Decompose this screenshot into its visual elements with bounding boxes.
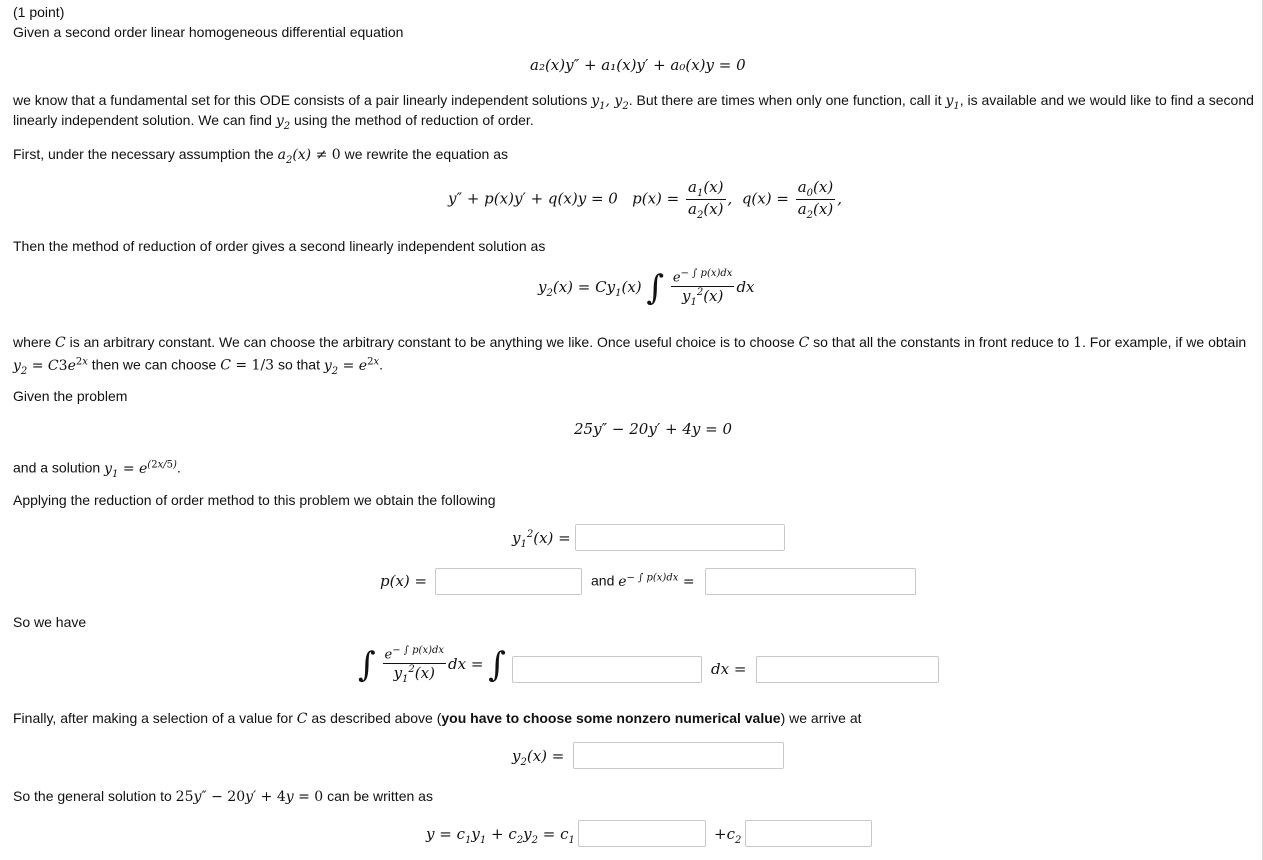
p-of-x-label: p(x) = [380, 572, 428, 590]
para9-bold: you have to choose some nonzero numerical value [441, 710, 781, 726]
general-equation: a₂(x)y″ + a₁(x)y′ + a₀(x)y = 0 [530, 56, 746, 74]
standard-form-eq-text: y″ + p(x)y′ + q(x)y = 0 [448, 189, 618, 208]
para10-part-a: So the general solution to [13, 788, 172, 804]
para4-line2-b: so that [277, 356, 320, 373]
para10-part-b: can be written as [327, 788, 433, 804]
para9-part-b: as described above ( [311, 710, 442, 726]
p-fraction: $\frac{a_1(x)}{a_2(x)}$ [688, 178, 724, 221]
general-solution-label: $y = c_1y_1 + c_2y_2 = c_1$ [426, 825, 575, 846]
para6-part-a: and a solution [13, 459, 101, 476]
y2-input[interactable] [573, 742, 784, 769]
paragraph-solution: and a solution $y_1 = e^{(2x/5)}$. [13, 459, 181, 480]
paragraph-assumption: First, under the necessary assumption the $a_2(x) \ne 0$ we rewrite the equation as [13, 146, 509, 166]
c2-term-input[interactable] [745, 820, 872, 847]
para2-part-a: First, under the necessary assumption the [13, 146, 274, 162]
paragraph-finally: Finally, after making a selection of a value for C as described above (you have to choose some nonzero numerical value) we arrive at [13, 710, 862, 727]
paragraph-constant: where C is an arbitrary constant. We can choose the arbitrary constant to be anything we like. Once useful choice is to choose C so that all the constants in front reduce to 1. For example, if we obtain [13, 334, 1247, 351]
paragraph-so-we-have: So we have [13, 614, 87, 630]
problem-equation: 25y″ − 20y′ + 4y = 0 [574, 420, 733, 438]
para4-part-d: . For example, if we obtain [1082, 334, 1247, 350]
para4-part-b: is an arbitrary constant. We can choose the arbitrary constant to be anything we like. Once useful choice is to choose [69, 334, 795, 350]
intro-text: Given a second order linear homogeneous differential equation [13, 24, 404, 40]
paragraph-given-problem: Given the problem [13, 388, 128, 404]
p-of-x-input[interactable] [435, 568, 582, 595]
y1-squared-input[interactable] [575, 524, 785, 551]
paragraph-applying: Applying the reduction of order method to this problem we obtain the following [13, 492, 496, 508]
para9-part-c: ) we arrive at [780, 710, 862, 726]
paragraph-method: Then the method of reduction of order gives a second linearly independent solution as [13, 238, 546, 254]
paragraph-fundamental-set-line2: linearly independent solution. We can find $y_2$ using the method of reduction of order. [13, 112, 534, 132]
dx-equals-label: dx = [711, 660, 747, 678]
q-fraction: $\frac{a_0(x)}{a_2(x)}$ [797, 178, 834, 221]
integral-expression: ∫ $\frac{e^{- \int p(x)dx}}{y_1^2(x)}$ dx = ∫ [358, 645, 506, 685]
para4-line2-a: then we can choose [91, 356, 217, 373]
y2-label: $y_2(x)$ = [512, 747, 565, 768]
paragraph-general-solution: So the general solution to 25y″ − 20y′ + 4y = 0 can be written as [13, 788, 433, 805]
standard-form-equation: y″ + p(x)y′ + q(x)y = 0 p(x) = $\frac{a_1(x)}{a_2(x)}$ , q(x) = $\frac{a_0(x)}{a_2(x)}$ , [448, 178, 842, 221]
paragraph-constant-line2: $y_2 = C3e^{2x}$ then we can choose C = 1/3 so that $y_2 = e^{2x}$. [13, 356, 383, 377]
para1-line2-b: using the method of reduction of order. [294, 112, 534, 128]
para4-part-c: so that all the constants in front reduce to [813, 334, 1070, 350]
plus-c2-label: $+c_2$ [714, 825, 742, 846]
para1-part-c: , is available and we would like to find a second [959, 92, 1254, 108]
exp-integral-input[interactable] [705, 568, 916, 595]
exp-label: and $e^{- \int p(x)dx}$ = [591, 572, 695, 590]
paragraph-fundamental-set: we know that a fundamental set for this ODE consists of a pair linearly independent solutions $y_1$, $y_2$. But there are times when only one function, call it $y_1$, is available and we would like to find a second [13, 92, 1254, 112]
integral-result-input[interactable] [756, 656, 939, 683]
reduction-formula: $y_2(x) = Cy_1(x)$ ∫ $\frac{e^{- \int p(x)dx}}{y_1^2(x)}$ dx [538, 268, 755, 308]
para1-line2-a: linearly independent solution. We can find [13, 112, 272, 128]
para4-part-a: where [13, 334, 52, 350]
and-text: and [591, 572, 615, 589]
para2-part-b: we rewrite the equation as [344, 146, 509, 162]
para9-part-a: Finally, after making a selection of a value for [13, 710, 293, 726]
para1-part-a: we know that a fundamental set for this ODE consists of a pair linearly independent solutions [13, 92, 588, 108]
integrand-input[interactable] [512, 656, 702, 683]
c1-term-input[interactable] [578, 820, 706, 847]
points-label: (1 point) [13, 4, 65, 20]
para1-part-b: . But there are times when only one function, call it [628, 92, 942, 108]
y1-squared-label: $y_1^2(x)$ = [512, 529, 571, 550]
